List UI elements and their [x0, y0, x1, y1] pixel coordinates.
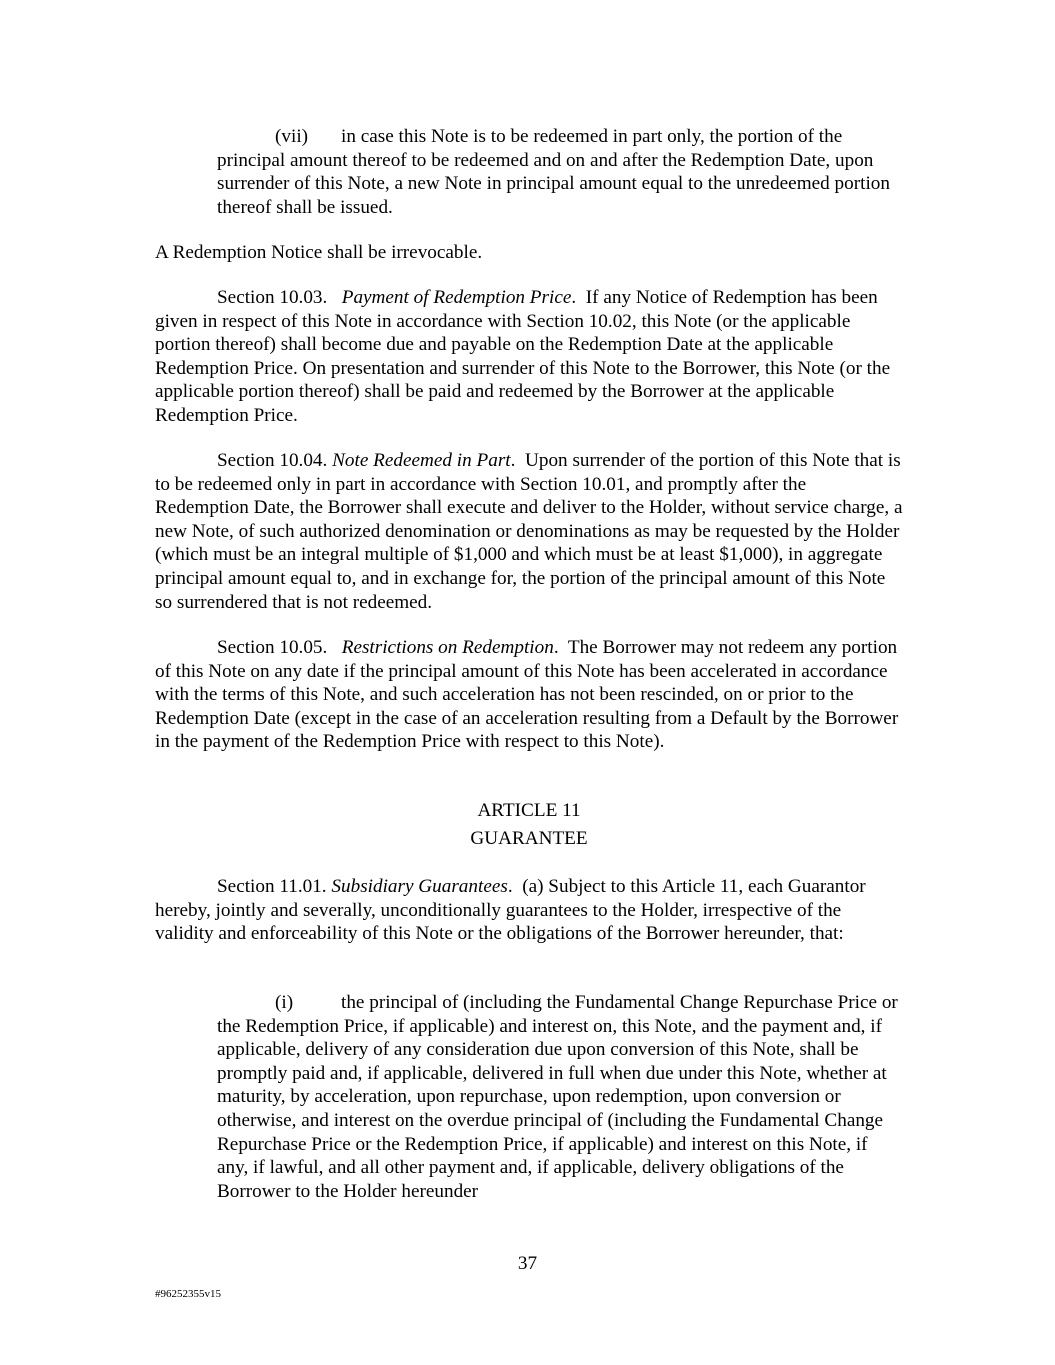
- page-number: 37: [517, 1253, 538, 1274]
- redemption-notice-paragraph: A Redemption Notice shall be irrevocable.: [155, 242, 483, 263]
- section-10-04-title: Note Redeemed in Part: [332, 450, 511, 471]
- section-10-05-body: The Borrower may not redeem any portion of this Note on any date if the principal amount of this Note has been accelerated in accordance with the terms of this Note, and such acceleration has not been rescinded, on or prior to the Redemption Date (except in the case of an acceleration resulting from a Default by the Borrower in the payment of the Redemption Price with respect to this Note).: [155, 637, 899, 753]
- section-11-01-number: Section 11.01.: [217, 876, 327, 897]
- section-10-05: Section 10.05. Restrictions on Redemption. The Borrower may not redeem any portion of this Note on any date if the principal amount of this Note has been accelerated in accordance with the terms of this Note, and such acceleration has not been rescinded, on or prior to the Redemption Date (except in the case of an acceleration resulting from a Default by the Borrower in the payment of the Redemption Price with respect to this Note).: [155, 637, 899, 753]
- item-vii: [217, 125, 903, 219]
- item-i: [217, 991, 903, 1203]
- item-i-number: (i): [275, 992, 294, 1013]
- section-10-03-number: Section 10.03.: [217, 287, 328, 308]
- item-i-text: the principal of (including the Fundamental Change Repurchase Price or the Redemption Price, if applicable) and interest on, this Note, and the payment and, if applicable, delivery of any consideration due upon conversion of this Note, shall be promptly paid and, if applicable, delivered in full when due under this Note, whether at maturity, by acceleration, upon repurchase, upon redemption, upon conversion or otherwise, and interest on the overdue principal of (including the Fundamental Change Repurchase Price or the Redemption Price, if applicable) and interest on this Note, if any, if lawful, and all other payment and, if applicable, delivery obligations of the Borrower to the Holder hereunder: [217, 992, 898, 1202]
- section-11-01-body: (a) Subject to this Article 11, each Guarantor hereby, jointly and severally, unconditionally guarantees to the Holder, irrespective of the validity and enforceability of this Note or the obligations of the Borrower hereunder, that:: [155, 876, 866, 945]
- item-vii-number: (vii): [275, 126, 309, 147]
- section-10-05-title: Restrictions on Redemption: [341, 637, 554, 658]
- section-10-04-number: Section 10.04.: [217, 450, 328, 471]
- document-id: #96252355v15: [155, 1288, 221, 1300]
- section-10-03-body: If any Notice of Redemption has been given in respect of this Note in accordance with Section 10.02, this Note (or the applicable portion thereof) shall become due and payable on the Redemption Date at the applicable Redemption Price. On presentation and surrender of this Note to the Borrower, this Note (or the applicable portion thereof) shall be paid and redeemed by the Borrower at the applicable Redemption Price.: [155, 287, 891, 426]
- section-11-01: Section 11.01. Subsidiary Guarantees. (a) Subject to this Article 11, each Guarantor hereby, jointly and severally, unconditionally guarantees to the Holder, irrespective of the validity and enforceability of this Note or the obligations of the Borrower hereunder, that:: [155, 876, 866, 945]
- section-10-04-body: Upon surrender of the portion of this Note that is to be redeemed only in part in accordance with Section 10.01, and promptly after the Redemption Date, the Borrower shall execute and deliver to the Holder, without service charge, a new Note, of such authorized denomination or denominations as may be requested by the Holder (which must be an integral multiple of $1,000 and which must be at least $1,000), in aggregate principal amount equal to, and in exchange for, the portion of the principal amount of this Note so surrendered that is not redeemed.: [155, 450, 903, 613]
- article-heading: ARTICLE 11: [477, 800, 581, 821]
- section-10-03-title: Payment of Redemption Price: [341, 287, 572, 308]
- item-vii-text: in case this Note is to be redeemed in part only, the portion of the principal amount thereof to be redeemed and on and after the Redemption Date, upon surrender of this Note, a new Note in principal amount equal to the unredeemed portion thereof shall be issued.: [217, 126, 890, 218]
- article-title: GUARANTEE: [470, 828, 588, 849]
- section-10-03: Section 10.03. Payment of Redemption Price. If any Notice of Redemption has been given in respect of this Note in accordance with Section 10.02, this Note (or the applicable portion thereof) shall become due and payable on the Redemption Date at the applicable Redemption Price. On presentation and surrender of this Note to the Borrower, this Note (or the applicable portion thereof) shall be paid and redeemed by the Borrower at the applicable Redemption Price.: [155, 287, 891, 426]
- section-11-01-title: Subsidiary Guarantees: [331, 876, 508, 897]
- section-10-05-number: Section 10.05.: [217, 637, 328, 658]
- section-10-04: Section 10.04. Note Redeemed in Part. Upon surrender of the portion of this Note that is to be redeemed only in part in accordance with Section 10.01, and promptly after the Redemption Date, the Borrower shall execute and deliver to the Holder, without service charge, a new Note, of such authorized denomination or denominations as may be requested by the Holder (which must be an integral multiple of $1,000 and which must be at least $1,000), in aggregate principal amount equal to, and in exchange for, the portion of the principal amount of this Note so surrendered that is not redeemed.: [155, 450, 903, 613]
